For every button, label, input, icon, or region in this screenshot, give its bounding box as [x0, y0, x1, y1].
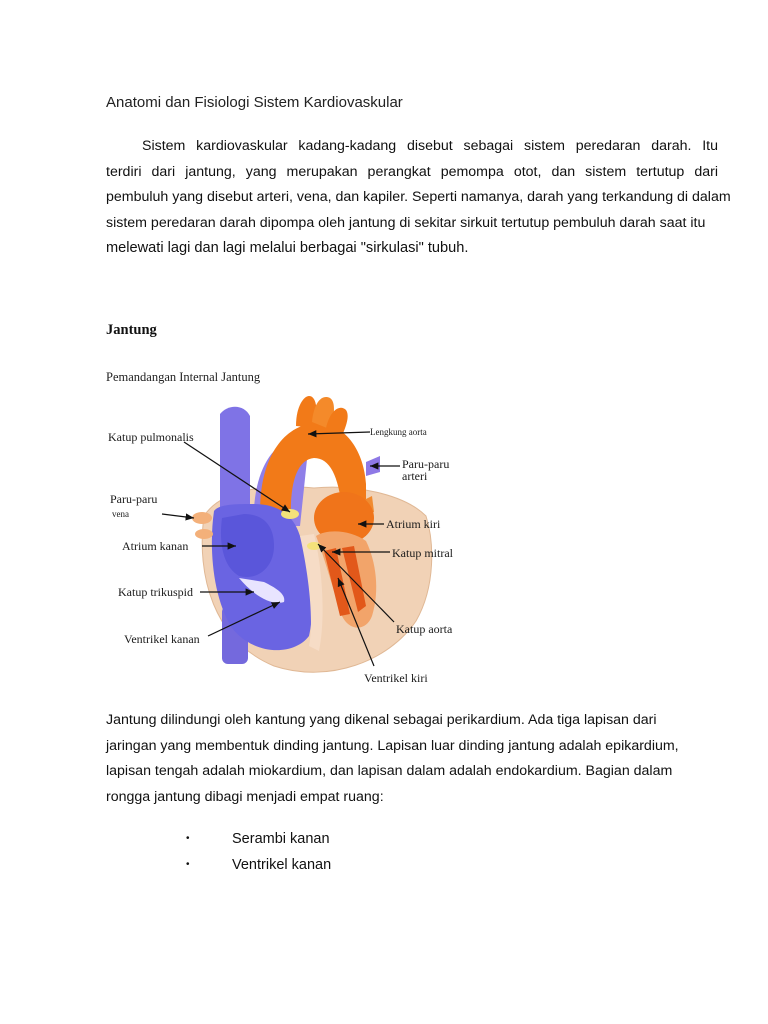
body-paragraph: [106, 708, 718, 810]
pulmonary-vein-left: [192, 512, 212, 524]
label-paru-paru-arteri-2: arteri: [402, 469, 428, 483]
document-title: Anatomi dan Fisiologi Sistem Kardiovaskular: [106, 94, 403, 111]
text-line: Sistem kardiovaskular kadang-kadang disebut sebagai sistem peredaran darah. Itu: [142, 138, 718, 154]
bullet-marker: •: [186, 833, 190, 844]
text-line: Jantung dilindungi oleh kantung yang dikenal sebagai perikardium. Ada tiga lapisan dari: [106, 712, 657, 728]
text-line: pembuluh yang disebut arteri, vena, dan kapiler. Seperti namanya, darah yang terkandung di dalam: [106, 189, 731, 205]
label-atrium-kiri: Atrium kiri: [386, 517, 441, 531]
text-line: lapisan tengah adalah miokardium, dan lapisan dalam adalah endokardium. Bagian dalam: [106, 763, 673, 779]
intro-paragraph: [106, 134, 731, 262]
label-katup-aorta: Katup aorta: [396, 622, 453, 636]
label-atrium-kanan: Atrium kanan: [122, 539, 189, 553]
list-item-text: Ventrikel kanan: [232, 857, 332, 873]
pulmonary-valve: [281, 509, 299, 519]
label-paru-paru-vena-2: vena: [112, 509, 129, 519]
label-ventrikel-kanan: Ventrikel kanan: [124, 632, 200, 646]
text-line: jaringan yang membentuk dinding jantung. Lapisan luar dinding jantung adalah epikardium,: [106, 737, 679, 754]
text-line: sistem peredaran darah dipompa oleh jantung di sekitar sirkuit tertutup pembuluh darah saat itu: [106, 214, 706, 231]
text-line: melewati lagi dan lagi melalui berbagai "sirkulasi" tubuh.: [106, 240, 469, 256]
label-ventrikel-kiri: Ventrikel kiri: [364, 671, 428, 685]
heart-figure: [104, 366, 474, 688]
mitral-valve: [307, 542, 321, 550]
section-heading: Jantung: [106, 322, 157, 338]
pulmonary-vein-left: [195, 529, 213, 539]
label-paru-paru-arteri-1: Paru-paru: [402, 457, 450, 471]
pointer-arrow: [162, 514, 194, 518]
label-lengkung-aorta: Lengkung aorta: [370, 427, 427, 437]
aorta-branch: [296, 396, 317, 428]
text-line: terdiri dari jantung, yang merupakan perangkat pemompa otot, dan sistem tertutup dari: [106, 163, 718, 180]
label-katup-trikuspid: Katup trikuspid: [118, 585, 193, 599]
text-line: rongga jantung dibagi menjadi empat ruang:: [106, 788, 384, 805]
label-paru-paru-vena-1: Paru-paru: [110, 492, 158, 506]
list-item-text: Serambi kanan: [232, 831, 330, 847]
label-katup-mitral: Katup mitral: [392, 546, 453, 560]
bullet-marker: •: [186, 859, 190, 870]
figure-title: Pemandangan Internal Jantung: [106, 370, 261, 384]
label-katup-pulmonalis: Katup pulmonalis: [108, 430, 194, 444]
